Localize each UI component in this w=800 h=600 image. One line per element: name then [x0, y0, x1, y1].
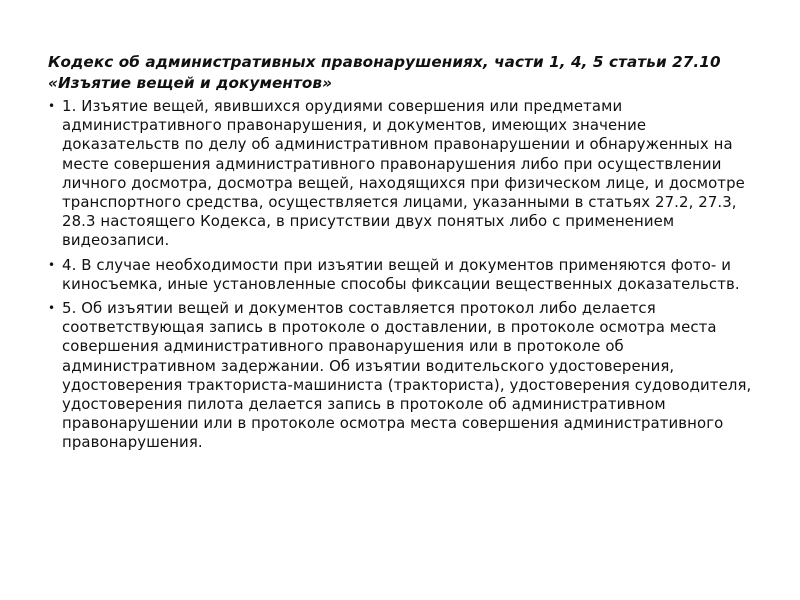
- bullet-list: [48, 97, 753, 453]
- slide-content: [48, 52, 753, 458]
- bullet-text: 1. Изъятие вещей, явившихся орудиями совершения или предметами административного правонарушения, и документов, имеющих значение доказательств по делу об административном правонарушении и обнаруженных на месте совершения административного правонарушения либо при осуществлении личного досмотра, досмотра вещей, находящихся при физическом лице, и досмотре транспортного средства, осуществляется лицами, указанными в статьях 27.2, 27.3, 28.3 настоящего Кодекса, в присутствии двух понятых либо с применением видеозаписи.: [62, 97, 745, 250]
- bullet-text: 4. В случае необходимости при изъятии вещей и документов применяются фото- и киносъемка, иные установленные способы фиксации вещественных доказательств.: [62, 255, 740, 293]
- bullet-item-4: [48, 256, 753, 294]
- bullet-icon: •: [48, 301, 56, 316]
- slide-heading: Кодекс об административных правонарушениях, части 1, 4, 5 статьи 27.10 «Изъятие вещей и документов»: [48, 53, 721, 92]
- bullet-item-1: [48, 97, 753, 251]
- bullet-item-5: [48, 299, 753, 453]
- bullet-icon: •: [48, 99, 56, 113]
- bullet-text: 5. Об изъятии вещей и документов составляется протокол либо делается соответствующая запись в протоколе о доставлении, в протоколе осмотра места совершения административного правонарушения или в протоколе об административном задержании. Об изъятии водительского удостоверения, удостоверения тракториста-машиниста (тракториста), удостоверения судоводителя, удостоверения пилота делается запись в протоколе об административном правонарушении или в протоколе осмотра места совершения административного правонарушения.: [62, 299, 752, 452]
- bullet-icon: •: [48, 257, 56, 272]
